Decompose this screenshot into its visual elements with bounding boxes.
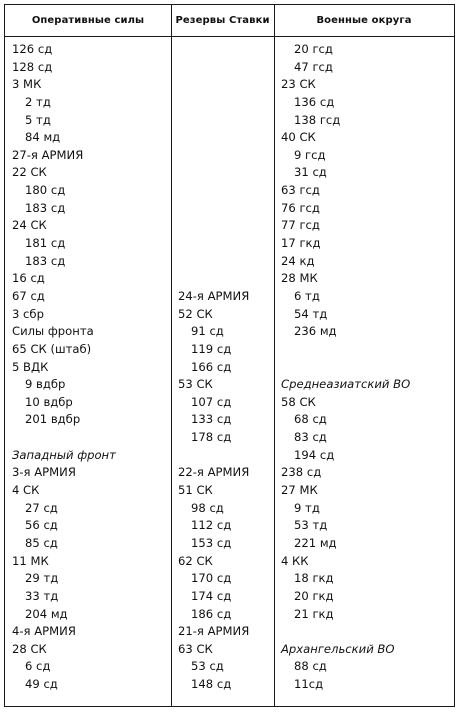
table-cell: 63 гсд [281, 183, 320, 198]
table-cell: 88 сд [294, 659, 327, 674]
table-cell: 52 СК [178, 306, 213, 321]
table-cell: 128 сд [12, 59, 53, 74]
table-cell: 85 сд [25, 535, 58, 550]
table-cell: 83 сд [294, 430, 327, 445]
table-cell: 133 сд [191, 412, 232, 427]
table-cell: 76 гсд [281, 200, 320, 215]
table-cell: 16 сд [12, 271, 45, 286]
table-cell: 51 СК [178, 483, 213, 498]
table-cell: 27 сд [25, 500, 58, 515]
table-cell: 28 СК [12, 641, 47, 656]
table-cell: 40 СК [281, 130, 316, 145]
table-cell: 22 СК [12, 165, 47, 180]
empty-cell [278, 359, 452, 377]
empty-cell [278, 623, 452, 641]
column-operational-forces [9, 41, 169, 694]
table-cell: 2 тд [25, 94, 51, 109]
table-cell: 194 сд [294, 447, 335, 462]
table-cell: 201 вдбр [25, 412, 81, 427]
table-cell: 181 сд [25, 236, 66, 251]
table-cell: 33 тд [25, 588, 59, 603]
table-cell: 58 СК [281, 394, 316, 409]
table-cell: 24 кд [281, 253, 315, 268]
table-cell: 170 сд [191, 571, 232, 586]
empty-cell [175, 112, 272, 130]
column-stavka-reserves [175, 41, 272, 694]
table-cell: 18 гкд [294, 571, 334, 586]
table-cell: 98 сд [191, 500, 224, 515]
table-cell: 29 тд [25, 571, 59, 586]
header-military-districts: Военные округа [316, 15, 412, 26]
table-cell: 63 СК [178, 641, 213, 656]
table-cell: 9 тд [294, 500, 320, 515]
table-cell: 204 мд [25, 606, 68, 621]
table-cell: 22-я АРМИЯ [178, 465, 250, 480]
empty-cell [278, 341, 452, 359]
table-cell: 153 сд [191, 535, 232, 550]
table-cell: 84 мд [25, 130, 61, 145]
table-cell: 3 МК [12, 77, 42, 92]
table-cell: 221 мд [294, 535, 337, 550]
table-cell: 5 тд [25, 112, 51, 127]
table-cell: 4-я АРМИЯ [12, 624, 76, 639]
table-cell: 138 гсд [294, 112, 341, 127]
table-cell: 20 гсд [294, 42, 333, 56]
table-cell: 10 вдбр [25, 394, 73, 409]
table-cell: 4 СК [12, 483, 40, 498]
table-cell: 5 ВДК [12, 359, 49, 374]
table-cell: 91 сд [191, 324, 224, 339]
empty-cell [175, 147, 272, 165]
table-cell: 21 гкд [294, 606, 334, 621]
table-cell: 53 тд [294, 518, 328, 533]
empty-cell [175, 164, 272, 182]
table-cell: 21-я АРМИЯ [178, 624, 250, 639]
empty-cell [175, 59, 272, 77]
table-cell: 107 сд [191, 394, 232, 409]
table-cell: 68 сд [294, 412, 327, 427]
table-cell: 47 гсд [294, 59, 333, 74]
table-cell: Западный фронт [12, 447, 116, 462]
table-cell: 23 СК [281, 77, 316, 92]
table-cell: 238 сд [281, 465, 322, 480]
table-cell: 112 сд [191, 518, 232, 533]
table-cell: 186 сд [191, 606, 232, 621]
table-cell: 53 сд [191, 659, 224, 674]
table-cell: 65 СК (штаб) [12, 341, 92, 356]
table-cell: 62 СК [178, 553, 213, 568]
table-cell: 67 сд [12, 288, 45, 303]
table-cell: 9 гсд [294, 147, 326, 162]
table-cell: 6 сд [25, 659, 51, 674]
table-cell: 174 сд [191, 588, 232, 603]
empty-cell [175, 235, 272, 253]
table-cell: 24 СК [12, 218, 47, 233]
table-cell: 183 сд [25, 200, 66, 215]
table-cell: 11 МК [12, 553, 49, 568]
header-operational-forces: Оперативные силы [31, 15, 145, 26]
table-cell: 6 тд [294, 288, 320, 303]
table-cell: Архангельский ВО [281, 641, 395, 656]
table-cell: 53 СК [178, 377, 213, 392]
column-military-districts [278, 41, 452, 694]
table-cell: 9 вдбр [25, 377, 66, 392]
header-stavka-reserves: Резервы Ставки [175, 15, 270, 26]
table-cell: 11сд [294, 677, 324, 692]
column-divider [171, 5, 172, 706]
table-cell: 180 сд [25, 183, 66, 198]
table-cell: 166 сд [191, 359, 232, 374]
table-cell: 56 сд [25, 518, 58, 533]
table-cell: 3 сбр [12, 306, 44, 321]
empty-cell [175, 217, 272, 235]
table-cell: 54 тд [294, 306, 328, 321]
table-cell: 3-я АРМИЯ [12, 465, 76, 480]
table-cell: 236 мд [294, 324, 337, 339]
column-divider [274, 5, 275, 706]
table-cell: 49 сд [25, 677, 58, 692]
table-cell: Среднеазиатский ВО [281, 377, 411, 392]
table-cell: 136 сд [294, 94, 335, 109]
table-cell: 27 МК [281, 483, 318, 498]
table-cell: 28 МК [281, 271, 318, 286]
table-cell: 126 сд [12, 42, 53, 56]
table-cell: 20 гкд [294, 588, 334, 603]
table-cell: 17 гкд [281, 236, 321, 251]
table-cell: 31 сд [294, 165, 327, 180]
table-cell: 27-я АРМИЯ [12, 147, 84, 162]
empty-cell [175, 182, 272, 200]
table-cell: 183 сд [25, 253, 66, 268]
table-cell: 77 гсд [281, 218, 320, 233]
forces-table [4, 4, 455, 707]
empty-cell [175, 270, 272, 288]
empty-cell [175, 94, 272, 112]
empty-cell [175, 76, 272, 94]
table-cell: 4 КК [281, 553, 309, 568]
table-cell: 178 сд [191, 430, 232, 445]
empty-cell [175, 200, 272, 218]
table-cell: 24-я АРМИЯ [178, 288, 250, 303]
empty-cell [175, 129, 272, 147]
table-cell: 148 сд [191, 677, 232, 692]
table-cell: 119 сд [191, 341, 232, 356]
empty-cell [175, 447, 272, 465]
header-divider [5, 36, 454, 37]
empty-cell [175, 253, 272, 271]
table-cell: Силы фронта [12, 324, 94, 339]
empty-cell [175, 41, 272, 59]
empty-cell [9, 429, 169, 447]
